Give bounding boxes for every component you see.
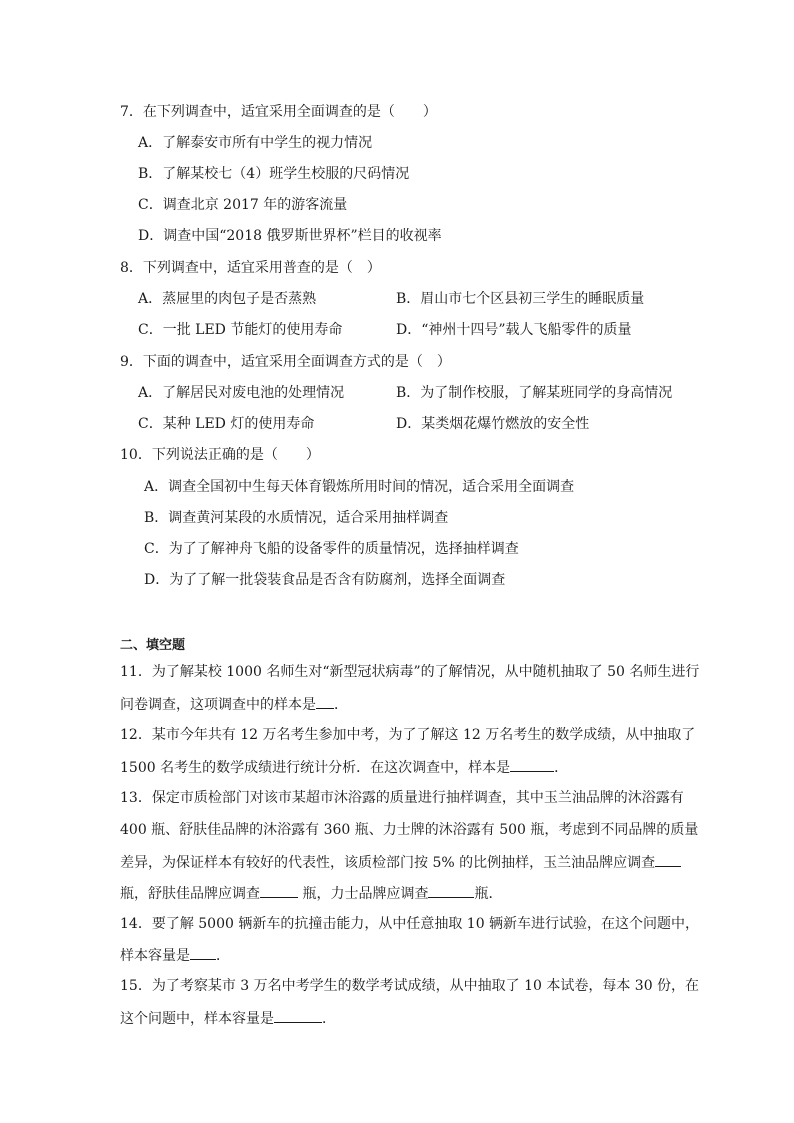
q8-option-b: B．眉山市七个区县初三学生的睡眠质量 bbox=[396, 291, 645, 307]
q8-option-c: C．一批 LED 节能灯的使用寿命 bbox=[138, 322, 343, 338]
q11-text: 问卷调查，这项调查中的样本是 bbox=[120, 697, 316, 713]
q9-option-b: B．为了制作校服，了解某班同学的身高情况 bbox=[396, 385, 673, 401]
q13-line2: 400 瓶、舒肤佳品牌的沐浴露有 360 瓶、力士牌的沐浴露有 500 瓶，考虑到不同品牌的质量 bbox=[120, 822, 699, 838]
q11-line1: 11．为了解某校 1000 名师生对“新型冠状病毒”的了解情况，从中随机抽取了 50 名师生进行 bbox=[120, 664, 700, 680]
q15-answer-blank[interactable] bbox=[274, 1008, 322, 1023]
q9-option-c: C．某种 LED 灯的使用寿命 bbox=[138, 416, 315, 432]
q9-stem: 9．下面的调查中，适宜采用全面调查方式的是（ ） bbox=[120, 354, 451, 370]
q7-option-b: B．了解某校七（4）班学生校服的尺码情况 bbox=[138, 166, 410, 182]
q13-text-a: 差异，为保证样本有较好的代表性，该质检部门按 5% 的比例抽样，玉兰油品牌应调查 bbox=[120, 855, 656, 871]
q7-option-d: D．调查中国“2018 俄罗斯世界杯”栏目的收视率 bbox=[138, 228, 442, 244]
q13-line4 bbox=[120, 883, 502, 904]
q7-option-c: C．调查北京 2017 年的游客流量 bbox=[138, 197, 348, 213]
q8-stem: 8．下列调查中，适宜采用普查的是（ ） bbox=[120, 260, 381, 276]
q10-option-b: B．调查黄河某段的水质情况，适合采用抽样调查 bbox=[144, 510, 449, 526]
q8-option-d: D．“神州十四号”载人飞船零件的质量 bbox=[396, 322, 632, 338]
q12-answer-blank[interactable] bbox=[510, 757, 554, 772]
q10-stem: 10．下列说法正确的是（ ） bbox=[120, 447, 320, 463]
q13-answer-blank-3[interactable] bbox=[428, 883, 474, 898]
q14-text: 样本容量是 bbox=[120, 948, 190, 964]
q13-text-b: 瓶，舒肤佳品牌应调查 bbox=[120, 886, 260, 902]
q12-text: 1500 名考生的数学成绩进行统计分析．在这次调查中，样本是 bbox=[120, 760, 511, 776]
q15-text: 这个问题中，样本容量是 bbox=[120, 1011, 274, 1027]
q7-option-a: A．了解泰安市所有中学生的视力情况 bbox=[138, 135, 373, 151]
q10-option-c: C．为了了解神舟飞船的设备零件的质量情况，选择抽样调查 bbox=[144, 541, 519, 557]
q11-line2 bbox=[120, 694, 348, 715]
q11-answer-blank[interactable] bbox=[316, 694, 334, 709]
q13-line3 bbox=[120, 852, 681, 873]
q14-period: ． bbox=[216, 948, 230, 964]
q12-line1: 12．某市今年共有 12 万名考生参加中考，为了了解这 12 万名考生的数学成绩，从中抽取了 bbox=[120, 727, 696, 743]
q8-option-a: A．蒸屉里的肉包子是否蒸熟 bbox=[138, 291, 317, 307]
q12-line2 bbox=[120, 757, 568, 778]
q9-option-a: A．了解居民对废电池的处理情况 bbox=[138, 385, 345, 401]
q13-text-d: 瓶． bbox=[474, 886, 503, 902]
q15-period: ． bbox=[322, 1011, 336, 1027]
q12-period: ． bbox=[554, 760, 569, 776]
q13-line1: 13．保定市质检部门对该市某超市沐浴露的质量进行抽样调查，其中玉兰油品牌的沐浴露有 bbox=[120, 790, 684, 806]
q13-text-c: 瓶，力士品牌应调查 bbox=[298, 886, 429, 902]
q13-answer-blank-2[interactable] bbox=[260, 883, 298, 898]
q15-line1: 15．为了考察某市 3 万名中考学生的数学考试成绩，从中抽取了 10 本试卷，每本 30 份，在 bbox=[120, 978, 700, 994]
q7-stem: 7．在下列调查中，适宜采用全面调查的是（ ） bbox=[120, 104, 437, 120]
section-fill-in-blank-title: 二、填空题 bbox=[120, 638, 186, 653]
q11-period: ． bbox=[334, 697, 348, 713]
q10-option-a: A．调查全国初中生每天体育锻炼所用时间的情况，适合采用全面调查 bbox=[144, 479, 575, 495]
q13-answer-blank-1[interactable] bbox=[655, 852, 681, 867]
q15-line2 bbox=[120, 1008, 336, 1029]
q10-option-d: D．为了了解一批袋装食品是否含有防腐剂，选择全面调查 bbox=[144, 572, 506, 588]
q14-answer-blank[interactable] bbox=[190, 945, 216, 960]
q14-line1: 14．要了解 5000 辆新车的抗撞击能力，从中任意抽取 10 辆新车进行试验，在这个问题中， bbox=[120, 916, 700, 932]
q14-line2 bbox=[120, 945, 230, 966]
q9-option-d: D．某类烟花爆竹燃放的安全性 bbox=[396, 416, 590, 432]
